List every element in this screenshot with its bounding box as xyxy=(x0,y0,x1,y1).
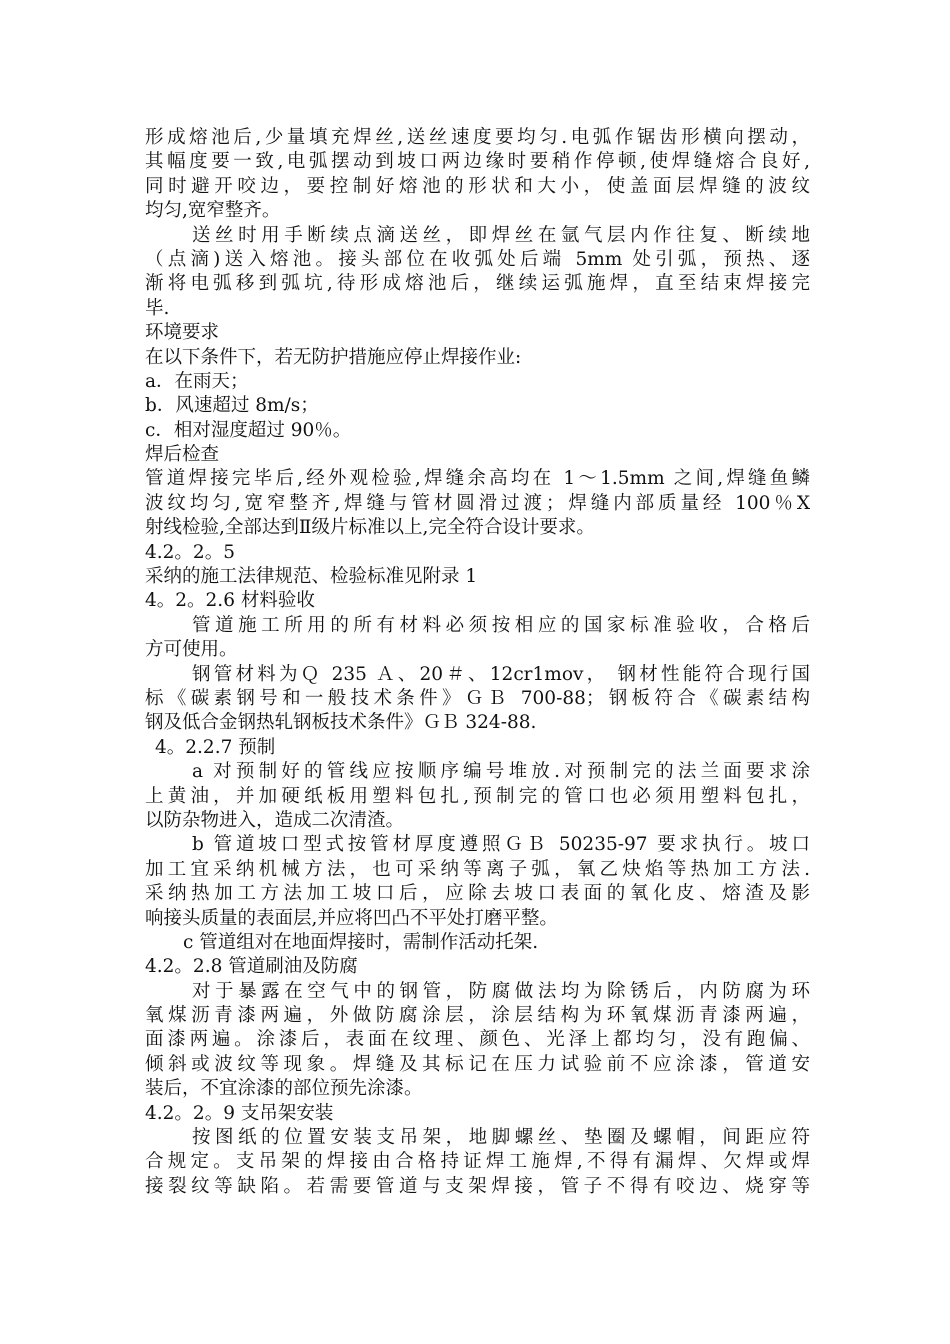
text-line: 对于暴露在空气中的钢管，防腐做法均为除锈后，内防腐为环 xyxy=(192,980,810,1002)
text-line: 合规定。支吊架的焊接由合格持证焊工施焊,不得有漏焊、欠焊或焊 xyxy=(145,1151,810,1173)
text-line: 管道施工所用的所有材料必须按相应的国家标准验收，合格后 xyxy=(192,614,810,636)
text-line: 按图纸的位置安装支吊架，地脚螺丝、垫圈及螺帽，间距应符 xyxy=(192,1127,810,1149)
text-line: 渐将电弧移到弧坑,待形成熔池后，继续运弧施焊，直至结束焊接完 xyxy=(145,273,810,295)
text-line: （点滴)送入熔池。接头部位在收弧处后端 5mm 处引弧，预热、逐 xyxy=(145,248,810,270)
text-line: 射线检验,全部达到Ⅱ级片标准以上,完全符合设计要求。 xyxy=(145,517,595,539)
text-line: 氧煤沥青漆两遍，外做防腐涂层，涂层结构为环氧煤沥青漆两遍， xyxy=(145,1005,810,1027)
section-heading: 焊后检查 xyxy=(145,444,220,466)
text-line: 在以下条件下，若无防护措施应停止焊接作业: xyxy=(145,346,522,368)
text-line: 采纳的施工法律规范、检验标准见附录 1 xyxy=(145,566,478,588)
text-line: 送丝时用手断续点滴送丝，即焊丝在氩气层内作往复、断续地 xyxy=(192,224,810,246)
text-line: 以防杂物进入，造成二次清渣。 xyxy=(145,809,405,831)
section-heading: 环境要求 xyxy=(145,322,220,344)
text-line: 波纹均匀,宽窄整齐,焊缝与管材圆滑过渡；焊缝内部质量经 100％X xyxy=(145,492,810,514)
text-line: a 对预制好的管线应按顺序编号堆放.对预制完的法兰面要求涂 xyxy=(192,761,810,783)
section-heading: 4。2.2.7 预制 xyxy=(155,736,276,758)
text-line: 钢及低合金钢热轧钢板技术条件》ＧＢ 324-88. xyxy=(145,712,537,734)
text-line: 毕. xyxy=(145,297,170,319)
text-line: 标《碳素钢号和一般技术条件》ＧＢ 700-88；钢板符合《碳素结构 xyxy=(145,687,810,709)
section-heading: 4.2。2.8 管道刷油及防腐 xyxy=(145,956,358,978)
section-heading: 4.2。2。9 支吊架安装 xyxy=(145,1102,334,1124)
text-line: 钢管材料为Ｑ 235 Ａ、20＃、12cr1mov， 钢材性能符合现行国 xyxy=(192,663,810,685)
text-line: 加工宜采纳机械方法，也可采纳等离子弧，氧乙炔焰等热加工方法. xyxy=(145,858,810,880)
text-line: 其幅度要一致,电弧摆动到坡口两边缘时要稍作停顿,使焊缝熔合良好, xyxy=(145,151,810,173)
text-line: c 管道组对在地面焊接时，需制作活动托架. xyxy=(183,931,539,953)
text-line: b 管道坡口型式按管材厚度遵照ＧＢ 50235-97 要求执行。坡口 xyxy=(192,834,810,856)
text-line: 倾斜或波纹等现象。焊缝及其标记在压力试验前不应涂漆，管道安 xyxy=(145,1053,810,1075)
text-line: 均匀,宽窄整齐。 xyxy=(145,200,281,222)
text-line: 管道焊接完毕后,经外观检验,焊缝余高均在 1～1.5mm 之间,焊缝鱼鳞 xyxy=(145,468,810,490)
text-line: 接裂纹等缺陷。若需要管道与支架焊接，管子不得有咬边、烧穿等 xyxy=(145,1175,810,1197)
text-line: 采纳热加工方法加工坡口后，应除去坡口表面的氧化皮、熔渣及影 xyxy=(145,883,810,905)
text-line: 方可使用。 xyxy=(145,639,238,661)
document-body xyxy=(145,126,810,1199)
section-heading: 4。2。2.6 材料验收 xyxy=(145,590,315,612)
section-number: 4.2。2。5 xyxy=(145,541,235,563)
text-line: 响接头质量的表面层,并应将凹凸不平处打磨平整。 xyxy=(145,907,558,929)
text-line: 上黄油，并加硬纸板用塑料包扎,预制完的管口也必须用塑料包扎， xyxy=(145,785,810,807)
text-line: 同时避开咬边，要控制好熔池的形状和大小，使盖面层焊缝的波纹 xyxy=(145,175,810,197)
text-line: 形成熔池后,少量填充焊丝,送丝速度要均匀.电弧作锯齿形横向摆动， xyxy=(145,127,810,148)
list-item: a．在雨天； xyxy=(145,370,249,392)
text-line: 装后，不宜涂漆的部位预先涂漆。 xyxy=(145,1078,423,1100)
list-item: b．风速超过 8m/s； xyxy=(145,395,319,417)
list-item: c．相对湿度超过 90％。 xyxy=(145,419,352,441)
text-line: 面漆两遍。涂漆后，表面在纹理、颜色、光泽上都均匀，没有跑偏、 xyxy=(145,1029,810,1051)
